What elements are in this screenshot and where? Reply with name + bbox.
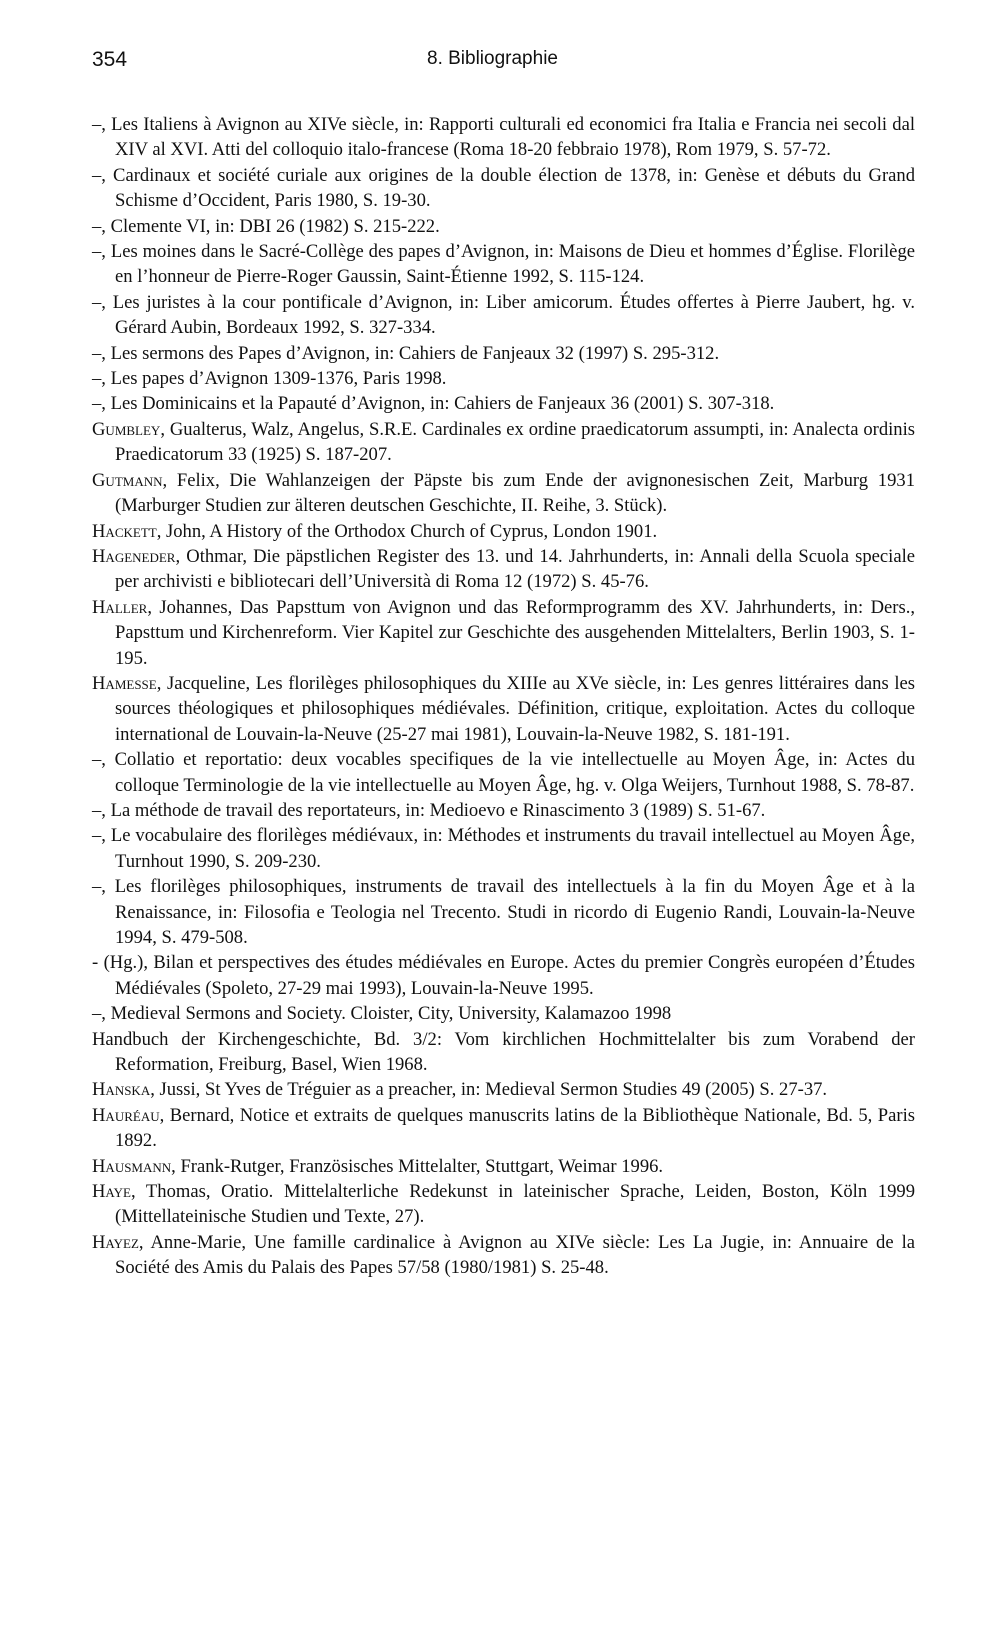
entry-author: Hayez — [92, 1231, 139, 1253]
bibliography-entry — [92, 112, 915, 163]
entry-text: –, Medieval Sermons and Society. Cloister, City, University, Kalamazoo 1998 — [92, 1003, 672, 1025]
entry-text: , Frank-Rutger, Französisches Mittelalter, Stuttgart, Weimar 1996. — [171, 1155, 664, 1177]
entry-author: Hanska — [92, 1079, 151, 1101]
running-head: 8. Bibliographie — [427, 48, 558, 69]
bibliography-entry — [92, 1179, 915, 1230]
entry-text: , Johannes, Das Papsttum von Avignon und das Reformprogramm des XV. Jahrhunderts, in: Ders., Papsttum und Kirchenreform. Vier Kapitel zur Geschichte des ausgehenden Mittelalters, Berlin 1903, S. 1-195. — [115, 596, 915, 669]
entry-text: –, Les moines dans le Sacré-Collège des papes d’Avignon, in: Maisons de Dieu et hommes d’Église. Florilège en l’honneur de Pierre-Roger Gaussin, Saint-Étienne 1992, S. 115-124. — [92, 241, 915, 288]
entry-text: –, La méthode de travail des reportateurs, in: Medioevo e Rinascimento 3 (1989) S. 51-67. — [92, 799, 766, 821]
bibliography-entry — [92, 1154, 915, 1179]
bibliography-list — [92, 112, 915, 1281]
entry-text: , Thomas, Oratio. Mittelalterliche Redekunst in lateinischer Sprache, Leiden, Boston, Köln 1999 (Mittellateinische Studien und Texte, 27). — [115, 1181, 915, 1228]
bibliography-entry — [92, 544, 915, 595]
bibliography-entry — [92, 214, 915, 239]
bibliography-entry — [92, 671, 915, 747]
entry-text: –, Les juristes à la cour pontificale d’Avignon, in: Liber amicorum. Études offertes à Pierre Jaubert, hg. v. Gérard Aubin, Bordeaux 1992, S. 327-334. — [92, 291, 915, 339]
entry-author: Gutmann — [92, 469, 163, 491]
entry-text: –, Collatio et reportatio: deux vocables specifiques de la vie intellectuelle au Moyen Âge, in: Actes du colloque Terminologie de la vie intellectuelle au Moyen Âge, hg. v. Olga Weijers, Turnhout 1988, S. 78-87. — [92, 749, 915, 796]
entry-text: –, Clemente VI, in: DBI 26 (1982) S. 215-222. — [92, 215, 440, 237]
bibliography-entry — [92, 391, 915, 416]
entry-author: Hamesse — [92, 672, 157, 694]
bibliography-entry — [92, 1027, 915, 1078]
bibliography-entry — [92, 798, 915, 823]
entry-author: Hageneder — [92, 545, 176, 567]
bibliography-entry — [92, 341, 915, 366]
bibliography-entry — [92, 1103, 915, 1154]
bibliography-entry — [92, 747, 915, 798]
bibliography-entry — [92, 417, 915, 468]
bibliography-entry — [92, 163, 915, 214]
entry-text: –, Le vocabulaire des florilèges médiévaux, in: Méthodes et instruments du travail intellectuel au Moyen Âge, Turnhout 1990, S. 209-230. — [92, 825, 915, 872]
bibliography-entry — [92, 519, 915, 544]
bibliography-entry — [92, 1230, 915, 1281]
entry-text: , Gualterus, Walz, Angelus, S.R.E. Cardinales ex ordine praedicatorum assumpti, in: Analecta ordinis Praedicatorum 33 (1925) S. 187-207. — [115, 418, 915, 466]
entry-author: Hausmann — [92, 1155, 172, 1177]
bibliography-entry — [92, 468, 915, 519]
bibliography-entry — [92, 950, 915, 1001]
entry-text: –, Les Italiens à Avignon au XIVe siècle, in: Rapporti culturali ed economici fra Italia e Francia nei secoli dal XIV al XVI. Atti del colloquio italo-francese (Roma 18-20 febbraio 1978), Rom 1979, S. 57-72. — [92, 114, 915, 161]
bibliography-entry — [92, 290, 915, 341]
entry-text: –, Les papes d’Avignon 1309-1376, Paris 1998. — [92, 368, 447, 390]
entry-author: Haller — [92, 596, 148, 618]
entry-text: –, Les Dominicains et la Papauté d’Avignon, in: Cahiers de Fanjeaux 36 (2001) S. 307-318. — [92, 393, 775, 415]
entry-text: –, Cardinaux et société curiale aux origines de la double élection de 1378, in: Genèse et débuts du Grand Schisme d’Occident, Paris 1980, S. 19-30. — [92, 164, 915, 212]
bibliography-entry — [92, 1077, 915, 1102]
page-header — [92, 48, 912, 88]
bibliography-entry — [92, 595, 915, 671]
bibliography-entry — [92, 823, 915, 874]
entry-text: , Anne-Marie, Une famille cardinalice à Avignon au XIVe siècle: Les La Jugie, in: Annuaire de la Société des Amis du Palais des Papes 57/58 (1980/1981) S. 25-48. — [115, 1231, 915, 1279]
bibliography-entry — [92, 366, 915, 391]
entry-text: , John, A History of the Orthodox Church of Cyprus, London 1901. — [156, 520, 658, 542]
entry-text: –, Les florilèges philosophiques, instruments de travail des intellectuels à la fin du Moyen Âge et à la Renaissance, in: Filosofia e Teologia nel Trecento. Studi in ricordo di Eugenio Randi, Louvain-la-Neuve 1994, S. 479-508. — [92, 876, 915, 948]
entry-author: Hauréau — [92, 1104, 160, 1126]
entry-author: Gumbley — [92, 418, 161, 440]
entry-text: –, Les sermons des Papes d’Avignon, in: Cahiers de Fanjeaux 32 (1997) S. 295-312. — [92, 342, 720, 364]
entry-text: Handbuch der Kirchengeschichte, Bd. 3/2: Vom kirchlichen Hochmittelalter bis zum Vorabend der Reformation, Freiburg, Basel, Wien 1968. — [92, 1028, 915, 1076]
entry-author: Haye — [92, 1181, 131, 1203]
entry-text: - (Hg.), Bilan et perspectives des études médiévales en Europe. Actes du premier Congrès européen d’Études Médiévales (Spoleto, 27-29 mai 1993), Louvain-la-Neuve 1995. — [92, 952, 915, 999]
page-number: 354 — [92, 48, 128, 71]
bibliography-entry — [92, 1001, 915, 1026]
entry-text: , Felix, Die Wahlanzeigen der Päpste bis zum Ende der avignonesischen Zeit, Marburg 1931 (Marburger Studien zur älteren deutschen Geschichte, II. Reihe, 3. Stück). — [115, 469, 915, 517]
entry-text: , Bernard, Notice et extraits de quelques manuscrits latins de la Bibliothèque Nationale, Bd. 5, Paris 1892. — [115, 1104, 915, 1152]
entry-text: , Othmar, Die päpstlichen Register des 13. und 14. Jahrhunderts, in: Annali della Scuola speciale per archivisti e bibliotecari dell’Università di Roma 12 (1972) S. 45-76. — [115, 545, 915, 593]
entry-text: , Jussi, St Yves de Tréguier as a preacher, in: Medieval Sermon Studies 49 (2005) S. 27-37. — [150, 1079, 828, 1101]
bibliography-entry — [92, 874, 915, 950]
entry-text: , Jacqueline, Les florilèges philosophiques du XIIIe au XVe siècle, in: Les genres littéraires dans les sources théologiques et philosophiques médiévales. Définition, critique, exploitation. Actes du colloque international de Louvain-la-Neuve (25-27 mai 1981), Louvain-la-Neuve 1982, S. 181-191. — [115, 672, 915, 745]
entry-author: Hackett — [92, 520, 157, 542]
bibliography-entry — [92, 239, 915, 290]
